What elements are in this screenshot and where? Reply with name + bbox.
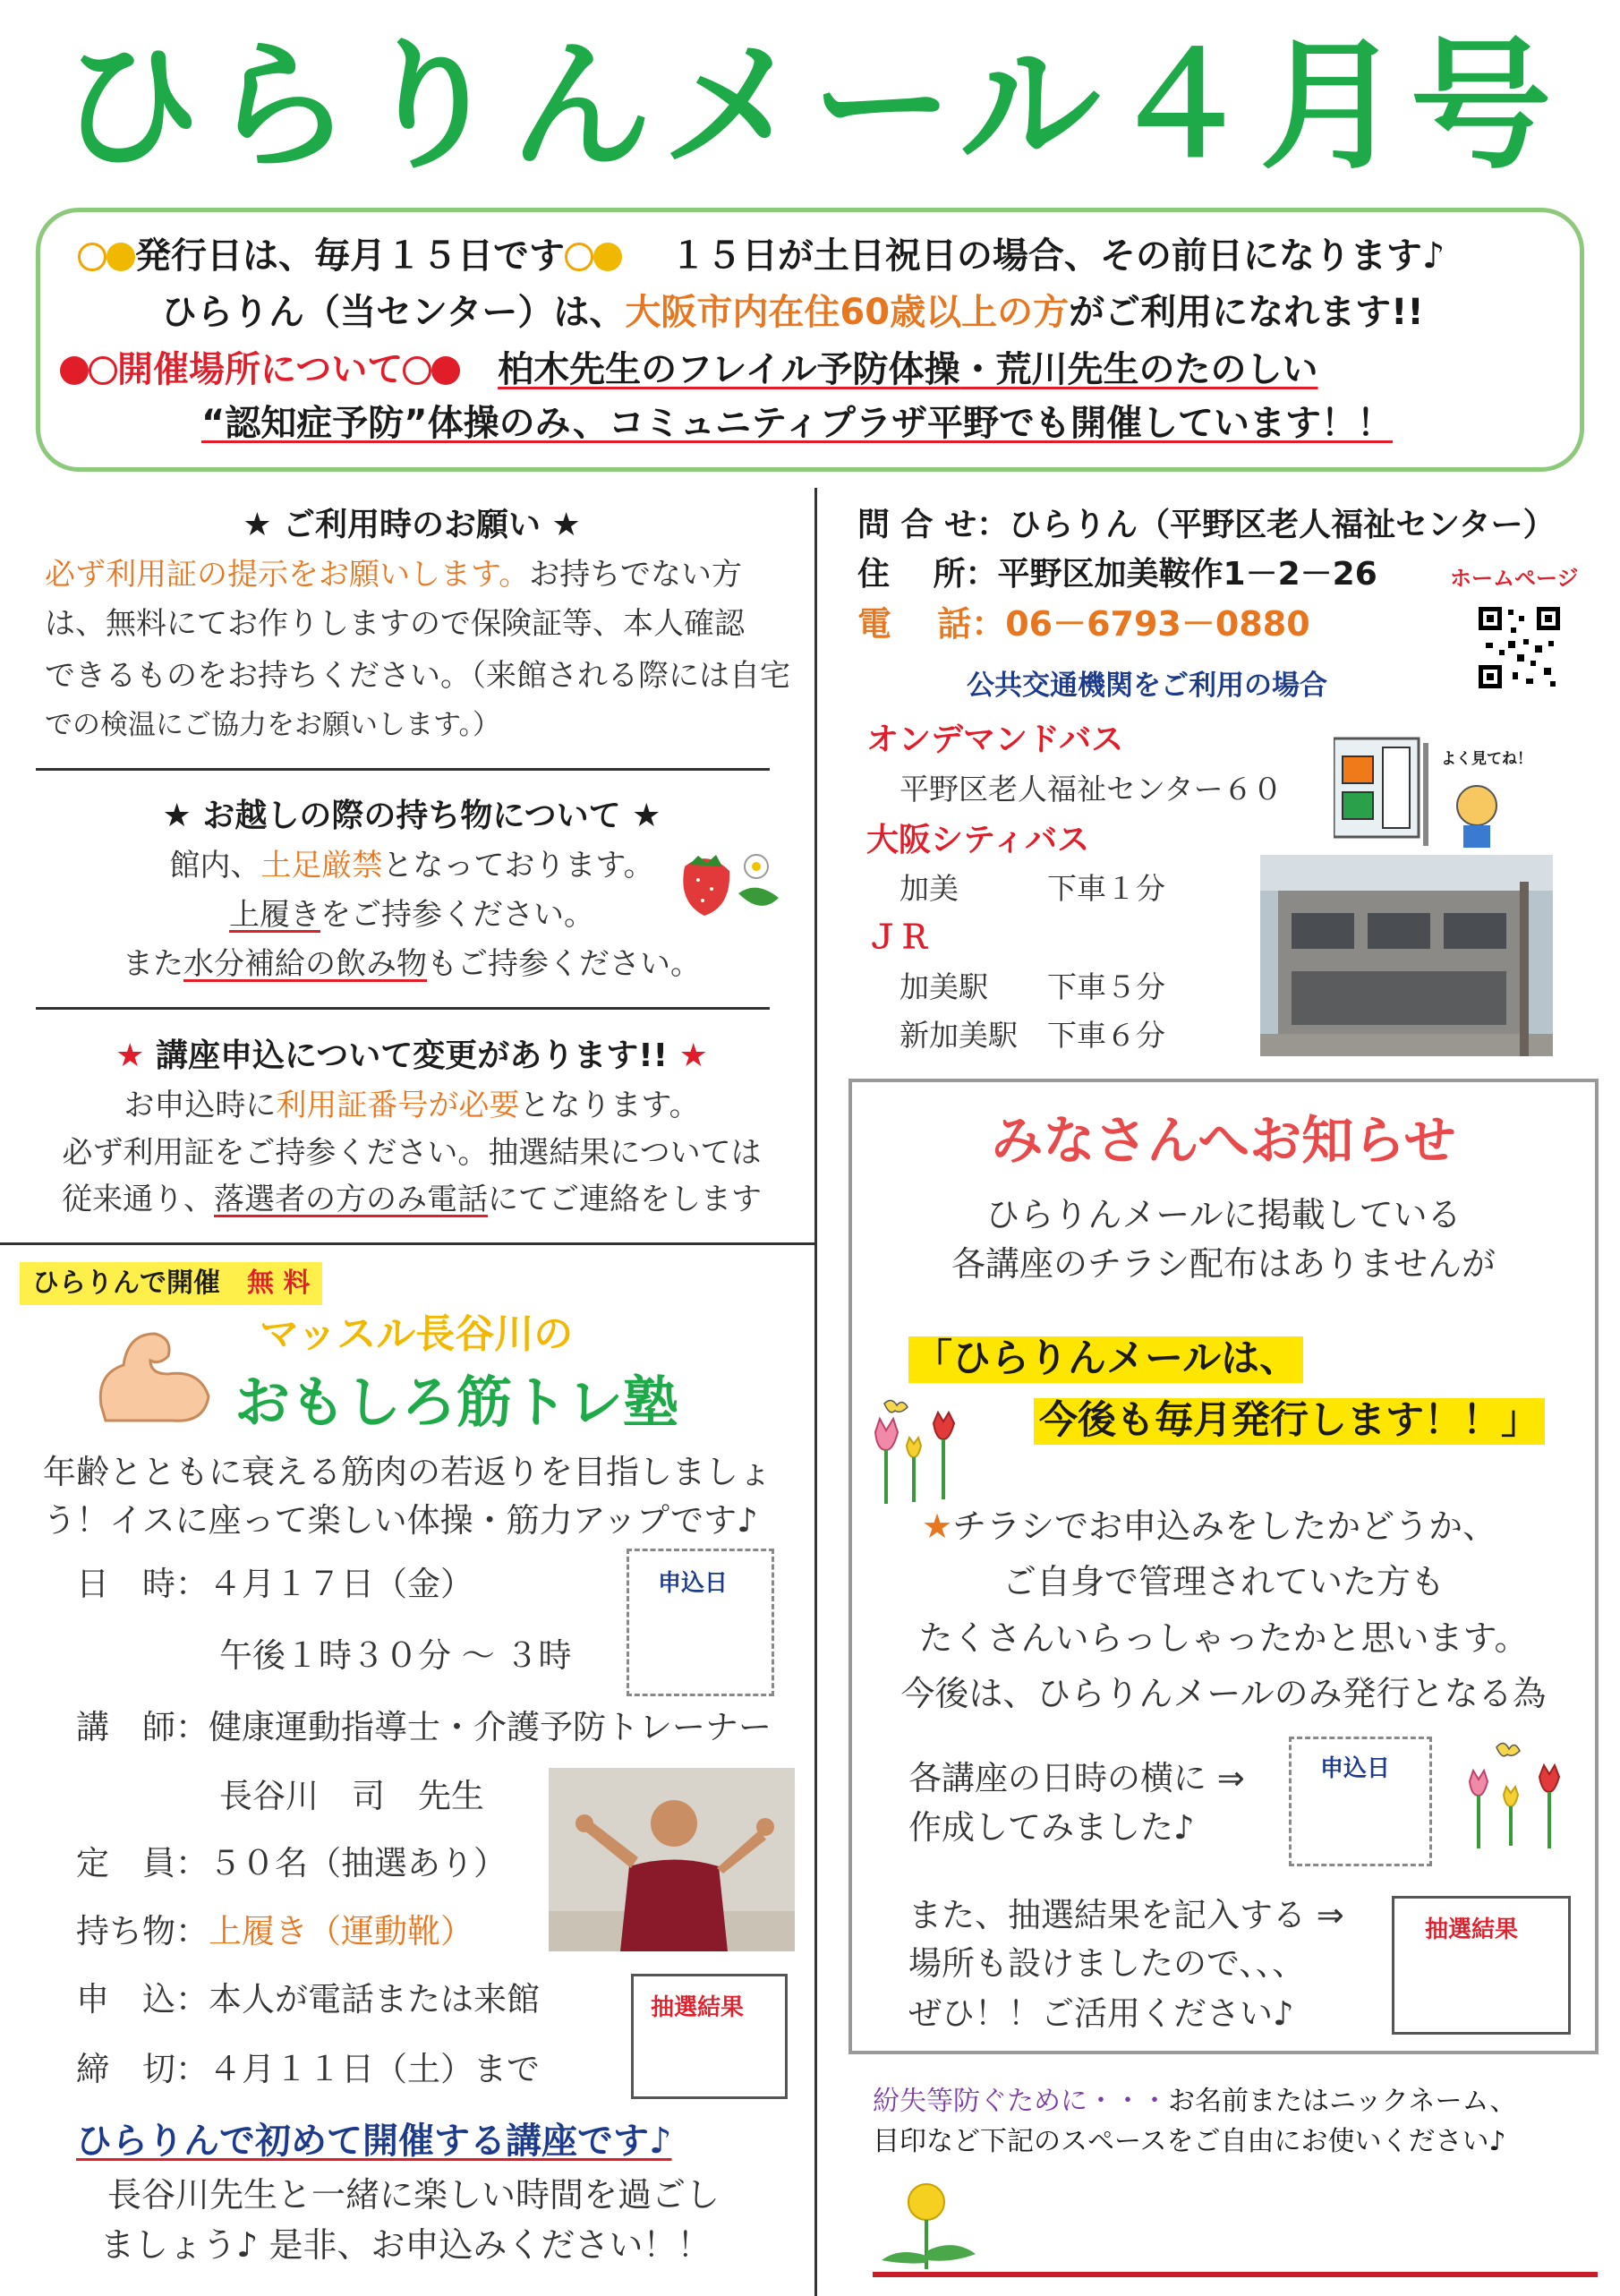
usage-line-1 (45, 557, 742, 593)
bus2-stop: 加美 (900, 871, 959, 906)
section-divider (36, 1007, 770, 1010)
belongings-text: もご持参ください。 (427, 946, 701, 982)
bus2-walk: 下車１分 (1047, 871, 1165, 906)
jr2-stop: 新加美駅 (900, 1018, 1018, 1053)
dot-icon (593, 243, 622, 271)
memo-line-1 (873, 2086, 1516, 2118)
belongings-line-3 (36, 946, 788, 983)
announce-line-11: ぜひ！！ご活用ください♪ (908, 1994, 1294, 2033)
circle-icon (565, 243, 593, 271)
star-icon: ★ (922, 1506, 953, 1546)
usage-line-3: できるものをお持ちください。（来館される際には自宅 (45, 658, 790, 694)
phone-line (857, 604, 1310, 645)
announce-heading: みなさんへお知らせ (991, 1110, 1456, 1171)
arakawa-exercise-text: ・荒川先生のたのしい (959, 349, 1318, 390)
indoor-shoes-text: 上履き (229, 897, 320, 933)
event-subtitle: マッスル長谷川の (260, 1311, 574, 1357)
issue-date-text: 発行日は、毎月１５日です (135, 235, 565, 277)
bus2-name: 大阪シティバス (866, 822, 1090, 858)
notice-line-3 (60, 348, 1318, 391)
announce-line-1: ひらりんメールに掲載している (985, 1195, 1462, 1234)
change-text: となります。 (519, 1088, 700, 1123)
address-value: 平野区加美鞍作1－2－26 (997, 556, 1377, 593)
event-tag (20, 1262, 322, 1305)
bring-row (76, 1912, 473, 1951)
tulips-icon (857, 1396, 1010, 1517)
event-desc-1: 年齢とともに衰える筋肉の若返りを目指しましょ (43, 1453, 772, 1491)
jr1-stop: 加美駅 (900, 969, 988, 1004)
usage-text: お持ちでない方 (529, 557, 742, 593)
belongings-text: 館内、 (169, 848, 261, 883)
usage-line-2: は、無料にてお作りしますので保険証等、本人確認 (45, 606, 745, 642)
jr1-walk: 下車５分 (1047, 969, 1165, 1004)
apply-value: 本人が電話または来館 (209, 1980, 540, 2019)
losers-phone-text: 落選者の方のみ電話 (214, 1182, 488, 1217)
closing-line-1: 長谷川先生と一緒に楽しい時間を過ごし (107, 2175, 720, 2215)
date-label: 日 時： (76, 1565, 209, 1603)
lecturer-label: 講 師： (76, 1708, 209, 1746)
star-icon: ★ (668, 1037, 708, 1074)
eligibility-lead: ひらりん（当センター）は、 (161, 292, 626, 333)
capacity-label: 定 員： (76, 1844, 209, 1882)
deadline-label: 締 切： (76, 2050, 209, 2088)
announce-text: チラシでお申込みをしたかどうか、 (952, 1506, 1497, 1546)
center-building-photo (1260, 855, 1553, 1056)
card-number-required: 利用証番号が必要 (276, 1088, 520, 1123)
memo-line-2: 目印など下記のスペースをご自由にお使いください♪ (873, 2126, 1506, 2157)
notice-line-2 (161, 291, 1424, 334)
instructor-photo (549, 1768, 795, 1951)
section-divider (36, 768, 770, 771)
sample-apply-date-label: 申込日 (1320, 1755, 1391, 1782)
deadline-row (76, 2050, 540, 2089)
memo-area-line[interactable] (873, 2272, 1598, 2277)
lecturer-row (76, 1708, 772, 1747)
homepage-label: ホームページ (1450, 566, 1579, 591)
newsletter-title: ひらりんメール４月号 (59, 24, 1561, 189)
announce-line-2: 各講座のチラシ配布はありませんが (951, 1244, 1496, 1284)
apply-date-box-label: 申込日 (658, 1570, 729, 1597)
change-text: にてご連絡をします (488, 1182, 762, 1217)
circle-icon (403, 356, 431, 385)
change-line-2: 必ず利用証をご持参ください。抽選結果については (62, 1135, 762, 1171)
lottery-result-box-label: 抽選結果 (651, 1994, 745, 2021)
address-line (857, 555, 1377, 593)
change-heading: 講座申込について変更があります!! (155, 1037, 669, 1074)
announce-line-8: 作成してみました♪ (908, 1808, 1195, 1847)
announce-line-7: 各講座の日時の横に ⇒ (908, 1759, 1245, 1797)
circle-icon (78, 243, 107, 271)
venue-heading: 開催場所について (117, 349, 404, 390)
drink-text: 水分補給の飲み物 (183, 946, 427, 982)
section-divider (0, 1242, 816, 1245)
apply-label: 申 込： (76, 1980, 209, 2019)
tulips-icon (1450, 1737, 1584, 1862)
first-time-note: ひらりんで初めて開催する講座です♪ (76, 2121, 672, 2162)
holiday-note: １５日が土日祝日の場合、その前日になります♪ (669, 235, 1445, 277)
eligibility-highlight: 大阪市内在住60歳以上の方 (625, 292, 1070, 333)
qr-code-icon[interactable] (1477, 605, 1562, 690)
apply-row (76, 1980, 540, 2019)
notice-line-1 (78, 235, 1445, 277)
jr-name: ＪＲ (866, 919, 932, 956)
circle-icon (89, 356, 117, 385)
usage-line-4: での検温にご協力をお願いします。） (45, 709, 501, 741)
inquiry-line: 問 合 せ：ひらりん（平野区老人福祉センター） (857, 507, 1556, 543)
dandelion-icon (873, 2175, 980, 2274)
sample-lottery-result-label: 抽選結果 (1425, 1916, 1519, 1943)
phone-value[interactable]: 06－6793－0880 (1005, 604, 1310, 644)
dot-icon (431, 356, 460, 385)
change-line-1 (36, 1088, 788, 1124)
star-icon: ★ (115, 1037, 156, 1074)
announce-line-5: たくさんいらっしゃったかと思います。 (918, 1618, 1529, 1658)
time-value: 午後１時３０分 ～ ３時 (219, 1636, 572, 1675)
strawberry-icon (667, 831, 788, 920)
no-shoes-text: 土足厳禁 (260, 848, 383, 883)
venue-tag: ひらりんで開催 (32, 1267, 220, 1299)
belongings-heading: ★ お越しの際の持ち物について ★ (162, 798, 661, 834)
change-line-3 (36, 1182, 788, 1218)
frail-exercise-text: 柏木先生のフレイル予防体操 (498, 349, 960, 390)
change-text: お申込時に (124, 1088, 277, 1123)
change-heading-row (36, 1037, 788, 1075)
eligibility-tail: がご利用になれます!! (1069, 292, 1424, 333)
bring-label: 持ち物： (76, 1912, 209, 1950)
announce-line-3 (922, 1506, 1496, 1548)
memo-lead: 紛失等防ぐために・・・ (873, 2086, 1168, 2117)
date-row (76, 1565, 473, 1604)
notice-line-4: “認知症予防”体操のみ、コミュニティプラザ平野でも開催しています！！ (201, 403, 1393, 444)
address-label: 住 所： (857, 556, 998, 593)
announce-line-6: 今後は、ひらりんメールのみ発行となる為 (900, 1674, 1547, 1713)
free-tag: 無 料 (247, 1267, 311, 1299)
dot-icon (60, 356, 89, 385)
memo-text: お名前またはニックネーム、 (1168, 2086, 1517, 2117)
announce-line-4: ご自身で管理されていた方も (1002, 1562, 1445, 1601)
belongings-text: となっております。 (382, 848, 654, 883)
sign-caption: よく見てね！ (1441, 750, 1532, 768)
bus-stop-sign-icon (1334, 730, 1513, 850)
lecturer-title: 健康運動指導士・介護予防トレーナー (209, 1708, 772, 1746)
announce-line-10: 場所も設けましたので、、、 (908, 1944, 1306, 1983)
jr2-walk: 下車６分 (1047, 1018, 1165, 1053)
bus1-name: オンデマンドバス (866, 721, 1124, 758)
bring-value: 上履き（運動靴） (209, 1912, 473, 1950)
announce-line-9: また、抽選結果を記入する ⇒ (908, 1896, 1344, 1934)
dot-icon (107, 243, 135, 271)
usage-heading: ★ ご利用時のお願い ★ (243, 507, 581, 543)
deadline-value: ４月１１日（土）まで (209, 2050, 540, 2088)
change-text: 従来通り、 (62, 1182, 214, 1217)
bus1-stop: 平野区老人福祉センター６０ (900, 772, 1283, 807)
lecturer-name: 長谷川 司 先生 (219, 1777, 484, 1815)
announce-highlight-2: 今後も毎月発行します！！」 (1034, 1398, 1545, 1445)
announce-highlight-1: 「ひらりんメールは、 (908, 1336, 1303, 1383)
notice-box (36, 208, 1584, 472)
muscle-arm-icon (88, 1320, 217, 1428)
capacity-row (76, 1844, 507, 1883)
usage-card-required: 必ず利用証の提示をお願いします。 (45, 557, 530, 593)
event-desc-2: う！イスに座って楽しい体操・筋力アップです♪ (43, 1501, 758, 1540)
date-value: ４月１７日（金） (209, 1565, 473, 1603)
transit-heading: 公共交通機関をご利用の場合 (967, 670, 1327, 702)
column-divider (814, 488, 817, 2296)
belongings-text: また (123, 946, 183, 982)
closing-line-2: ましょう♪ 是非、お申込みください！！ (100, 2225, 712, 2265)
capacity-value: ５０名（抽選あり） (209, 1844, 507, 1882)
belongings-text: をご持参ください。 (320, 897, 594, 933)
phone-label: 電 話： (857, 604, 1006, 644)
event-title: おもしろ筋トレ塾 (234, 1370, 679, 1435)
